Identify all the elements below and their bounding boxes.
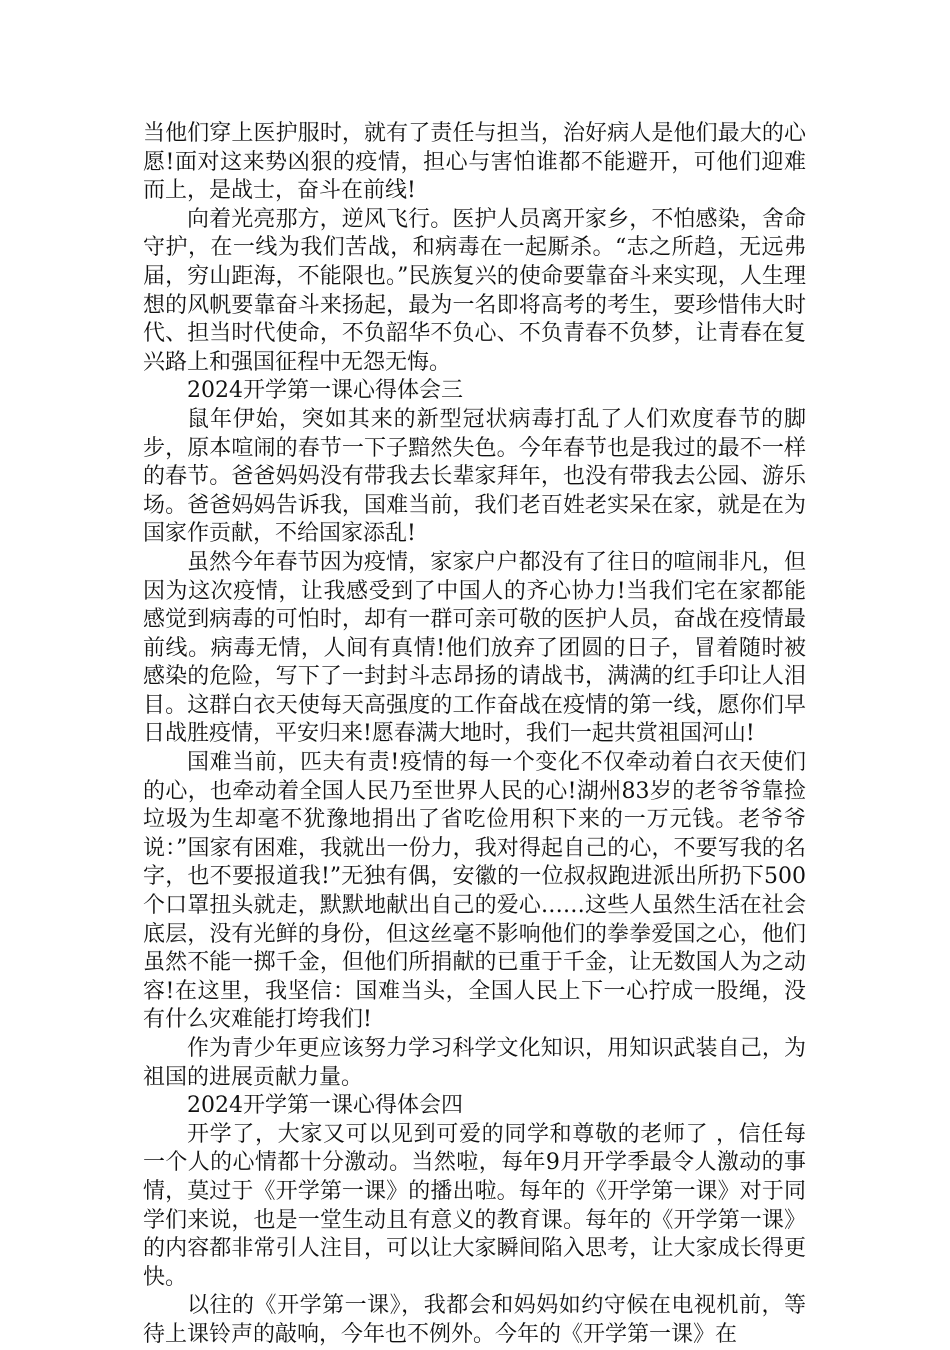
paragraph-4: 虽然今年春节因为疫情，家家户户都没有了往日的喧闹非凡，但因为这次疫情，让我感受到了中国人的齐心协力!当我们宅在家都能感觉到病毒的可怕时，却有一群可亲可敬的医护人员，奋战在疫情最前线。病毒无情，人间有真情!他们放弃了团圆的日子，冒着随时被感染的危险，写下了一封封斗志昂扬的请战书，满满的红手印让人泪目。这群白衣天使每天高强度的工作奋战在疫情的第一线，愿你们早日战胜疫情，平安归来!愿春满大地时，我们一起共赏祖国河山! bbox=[143, 549, 806, 747]
paragraph-1: 当他们穿上医护服时，就有了责任与担当，治好病人是他们最大的心愿!面对这来势凶狠的疫情，担心与害怕谁都不能避开，可他们迎难而上，是战士，奋斗在前线! bbox=[143, 121, 806, 204]
paragraph-5: 国难当前，匹夫有责!疫情的每一个变化不仅牵动着白衣天使们的心，也牵动着全国人民乃至世界人民的心!湖州83岁的老爷爷靠捡垃圾为生却毫不犹豫地捐出了省吃俭用积下来的一万元钱。老爷爷说：”国家有困难，我就出一份力，我对得起自己的心，不要写我的名字，也不要报道我!”无独有偶，安徽的一位叔叔跑进派出所扔下500个口罩扭头就走，默默地献出自己的爱心……这些人虽然生活在社会底层，没有光鲜的身份，但这丝毫不影响他们的拳拳爱国之心，他们虽然不能一掷千金，但他们所捐献的已重于千金，让无数国人为之动容!在这里，我坚信：国难当头，全国人民上下一心拧成一股绳，没有什么灾难能打垮我们! bbox=[143, 750, 806, 1033]
paragraph-2: 向着光亮那方，逆风飞行。医护人员离开家乡，不怕感染，舍命守护，在一线为我们苦战，和病毒在一起厮杀。“志之所趋，无远弗届，穷山距海，不能限也。”民族复兴的使命要靠奋斗来实现，人生理想的风帆要靠奋斗来扬起，最为一名即将高考的考生，要珍惜伟大时代、担当时代使命，不负韶华不负心、不负青春不负梦，让青春在复兴路上和强国征程中无怨无悔。 bbox=[143, 206, 806, 375]
paragraph-6: 作为青少年更应该努力学习科学文化知识，用知识武装自己，为祖国的进展贡献力量。 bbox=[143, 1036, 806, 1090]
paragraph-7: 开学了，大家又可以见到可爱的同学和尊敬的老师了 ，信任每一个人的心情都十分激动。当然啦，每年9月开学季最令人激动的事情，莫过于《开学第一课》的播出啦。每年的《开学第一课》对于同学们来说，也是一堂生动且有意义的教育课。每年的《开学第一课》的内容都非常引人注目，可以让大家瞬间陷入思考，让大家成长得更快。 bbox=[143, 1121, 806, 1290]
paragraph-8: 以往的《开学第一课》，我都会和妈妈如约守候在电视机前，等待上课铃声的敲响，今年也不例外。今年的《开学第一课》在 bbox=[143, 1293, 806, 1347]
section-heading-four: 2024开学第一课心得体会四 bbox=[187, 1093, 463, 1119]
paragraph-3: 鼠年伊始，突如其来的新型冠状病毒打乱了人们欢度春节的脚步，原本喧闹的春节一下子黯然失色。今年春节也是我过的最不一样的春节。爸爸妈妈没有带我去长辈家拜年，也没有带我去公园、游乐场。爸爸妈妈告诉我，国难当前，我们老百姓老实呆在家，就是在为国家作贡献，不给国家添乱! bbox=[143, 406, 806, 547]
section-heading-three: 2024开学第一课心得体会三 bbox=[187, 378, 463, 404]
document-page bbox=[143, 120, 806, 1350]
